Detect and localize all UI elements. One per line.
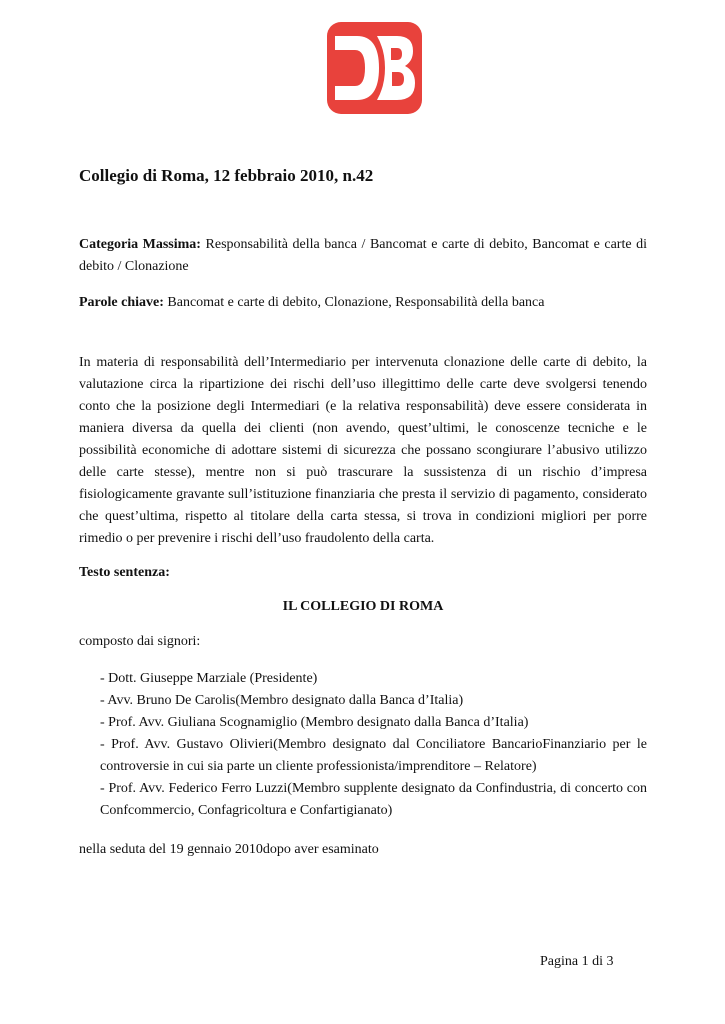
list-item: - Prof. Avv. Federico Ferro Luzzi(Membro supplente designato da Confindustria, di concerto con Confcommercio, Confagricoltura e Confartigianato): [100, 781, 647, 818]
seduta-text: nella seduta del 19 gennaio 2010dopo aver esaminato: [79, 842, 379, 857]
collegio-heading: IL COLLEGIO DI ROMA: [282, 599, 444, 614]
categoria-value: Responsabilità della banca / Bancomat e carte di debito, Bancomat e carte di debito / Clonazione: [79, 237, 648, 274]
members-list: [100, 668, 647, 822]
composto-text: composto dai signori:: [79, 634, 201, 649]
list-item: - Avv. Bruno De Carolis(Membro designato dalla Banca d’Italia): [100, 693, 464, 708]
list-item: - Prof. Avv. Giuliana Scognamiglio (Membro designato dalla Banca d’Italia): [100, 715, 529, 730]
page-number: Pagina 1 di 3: [540, 954, 614, 969]
db-logo: [327, 22, 422, 114]
categoria-label: Categoria Massima:: [79, 237, 201, 252]
parole-value: Bancomat e carte di debito, Clonazione, Responsabilità della banca: [163, 295, 545, 310]
list-item: - Dott. Giuseppe Marziale (Presidente): [100, 671, 318, 686]
testo-sentenza-label: Testo sentenza:: [79, 565, 170, 580]
document-title: Collegio di Roma, 12 febbraio 2010, n.42: [79, 166, 374, 185]
list-item: - Prof. Avv. Gustavo Olivieri(Membro designato dal Conciliatore BancarioFinanziario per le controversie in cui sia parte un cliente professionista/imprenditore – Relatore): [100, 737, 647, 774]
massima-paragraph: In materia di responsabilità dell’Intermediario per intervenuta clonazione delle carte di debito, la valutazione circa la ripartizione dei rischi dell’uso illegittimo delle carte deve svolgersi tenendo conto che la posizione degli Intermediari (e la relativa responsabilità) deve essere considerata in maniera diversa da quella dei clienti (non avendo, quest’ultimi, le conoscenze tecniche e le possibilità economiche di adottare sistemi di sicurezza che possano scongiurare l’abusivo utilizzo delle carte stesse), mentre non si può trascurare la sussistenza di un rischio d’impresa fisiologicamente gravante sull’istituzione finanziaria che presta il servizio di pagamento, considerato che quest’ultima, rispetto al titolare della carta stessa, si trova in condizioni migliori per porre rimedio o per prevenire i rischi dell’uso fraudolento della carta.: [79, 355, 647, 546]
categoria-massima: [79, 234, 647, 278]
parole-label: Parole chiave:: [79, 295, 164, 310]
parole-chiave: [79, 292, 647, 314]
